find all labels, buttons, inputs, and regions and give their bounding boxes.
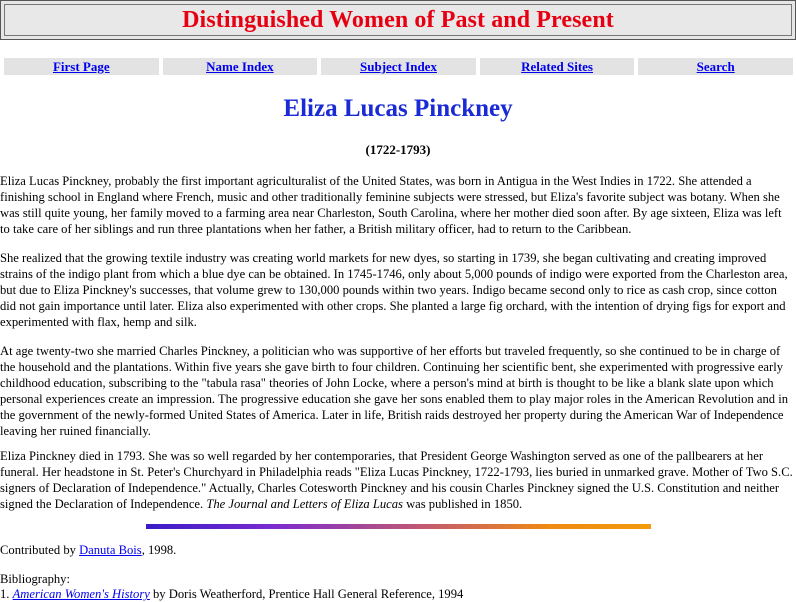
bibliography-book-link[interactable] [13, 587, 150, 601]
nav-cell-related-sites [480, 58, 635, 75]
nav-bar [4, 58, 793, 75]
site-header [0, 0, 796, 40]
book-title: The Journal and Letters of Eliza Lucas [206, 497, 403, 511]
page-title: Eliza Lucas Pinckney [283, 95, 513, 122]
bibliography-item-details: by Doris Weatherford, Prentice Hall General Reference, 1994 [149, 587, 464, 601]
life-dates: (1722-1793) [365, 142, 431, 157]
contributor-credit [0, 542, 176, 558]
bibliography-item-number: 1. [0, 587, 13, 601]
nav-cell-name-index [163, 58, 318, 75]
bibliography-book-title[interactable]: American Women's History [12, 587, 150, 601]
gradient-divider [146, 524, 651, 529]
bio-paragraph-2: She realized that the growing textile industry was creating world markets for new dyes, so starting in 1739, she began cultivating and creating improved strains of the indigo plant from which a blue dye can be obtained. In 1745-1746, only about 5,000 pounds of indigo were exported from the Charleston area, but due to Eliza Pinckney's successes, that volume grew to 130,000 pounds within two years. Indigo became second only to rice as cash crop, since cotton did not gain importance until later. Eliza also experimented with other crops. She planted a large fig orchard, with the intention of drying figs for export and experimented with flax, hemp and silk. [0, 251, 788, 329]
nav-link-first-page[interactable]: First Page [52, 59, 110, 74]
credit-prefix: Contributed by [0, 543, 80, 557]
bibliography-heading: Bibliography: [0, 572, 70, 586]
bio-paragraph-4 [0, 448, 793, 512]
site-header-frame [4, 4, 792, 36]
nav-link-subject-index[interactable]: Subject Index [360, 59, 437, 74]
nav-cell-first-page [4, 58, 159, 75]
bio-paragraph-4-suffix: was published in 1850. [402, 497, 523, 511]
contributor-link[interactable]: Danuta Bois [79, 543, 142, 557]
nav-link-name-index[interactable]: Name Index [206, 59, 274, 74]
credit-suffix: , 1998. [141, 543, 177, 557]
nav-cell-search [638, 58, 793, 75]
nav-link-related-sites[interactable]: Related Sites [521, 59, 593, 74]
nav-link-search[interactable]: Search [696, 59, 735, 74]
bio-paragraph-1: Eliza Lucas Pinckney, probably the first important agriculturalist of the United States, was born in Antigua in the West Indies in 1722. She attended a finishing school in England where French, music and other traditionally feminine subjects were stressed, but Eliza's favorite subject was botany. When she was still quite young, her family moved to a farming area near Charleston, South Carolina, where her mother died soon after. By age sixteen, Eliza was left to take care of her siblings and run three plantations when her father, a British military officer, had to return to the Caribbean. [0, 174, 782, 236]
bio-paragraph-4-text: Eliza Pinckney died in 1793. She was so well regarded by her contemporaries, that President George Washington served as one of the pallbearers at her funeral. Her headstone in St. Peter's Churchyard in Philadelphia reads "Eliza Lucas Pinckney, 1722-1793, lies buried in unmarked grave. Mother of Two S.C. signers of Declaration of Independence." Actually, Charles Cotesworth Pinckney and his cousin Charles Pinckney signed the U.S. Constitution and neither signed the Declaration of Independence. [0, 449, 793, 511]
bio-paragraph-3: At age twenty-two she married Charles Pinckney, a politician who was supportive of her efforts but traveled frequently, so she continued to be in charge of the household and the plantations. Within five years she gave birth to four children. Continuing her scientific bent, she experimented with progressive early childhood education, subscribing to the "tabula rasa" theories of John Locke, where a person's mind at birth is thought to be like a blank slate upon which personal experiences create an impression. The progressive education she gave her sons enabled them to play major roles in the American Revolution and in the government of the newly-formed United States of America. Later in life, British raids destroyed her property during the American War of Independence leaving her ruined financially. [0, 344, 789, 438]
nav-cell-subject-index [321, 58, 476, 75]
site-title: Distinguished Women of Past and Present [182, 7, 614, 33]
